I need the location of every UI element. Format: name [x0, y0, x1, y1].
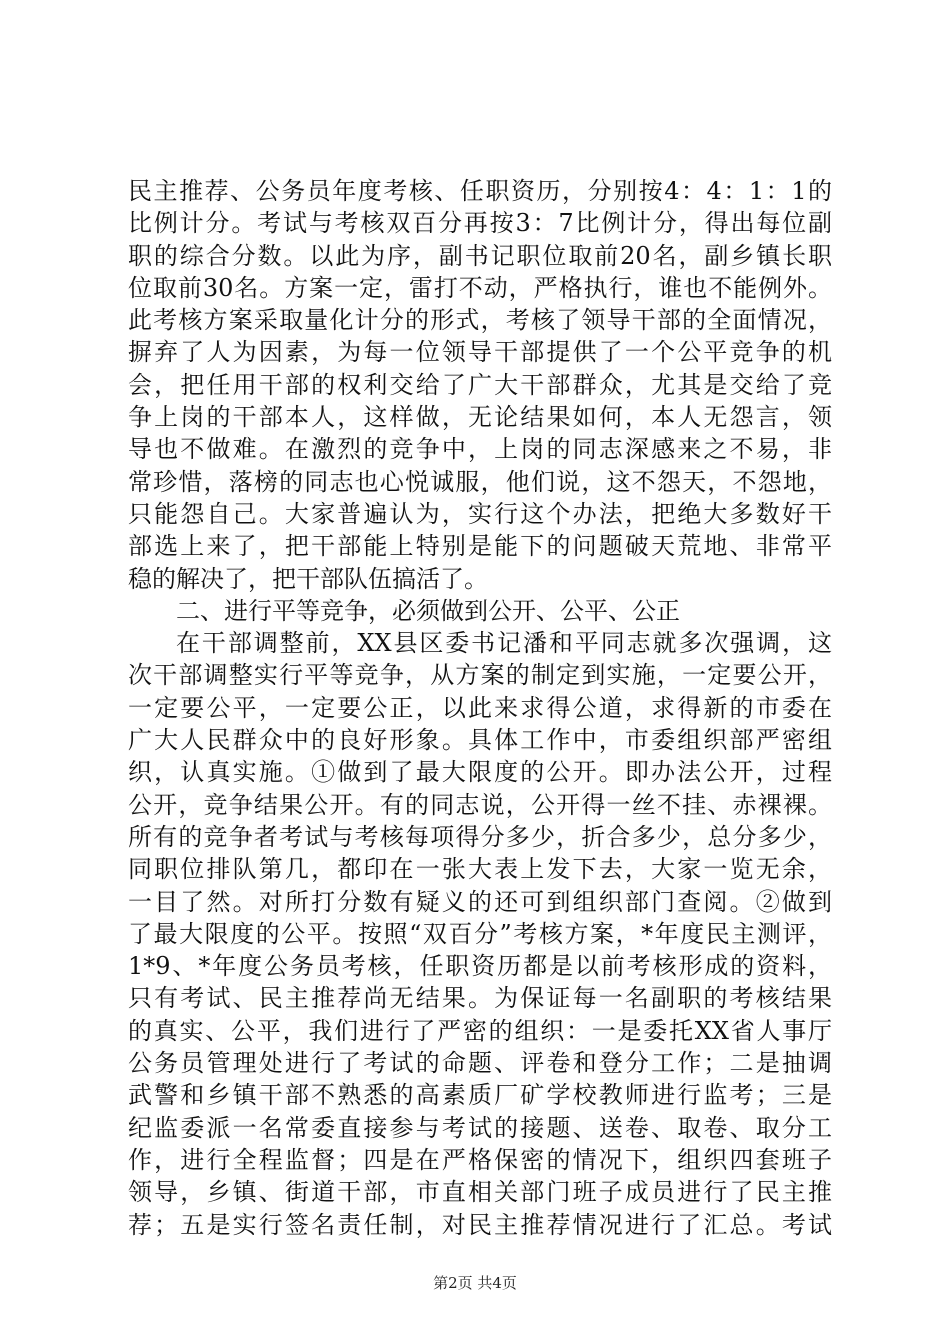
text-line: 所有的竞争者考试与考核每项得分多少，折合多少，总分多少，	[128, 822, 832, 851]
text-line: 职的综合分数。以此为序，副书记职位取前20名，副乡镇长职	[128, 241, 832, 270]
text-line: 只能怨自己。大家普遍认为，实行这个办法，把绝大多数好干	[128, 499, 832, 528]
text-line: 部选上来了，把干部能上特别是能下的问题破天荒地、非常平	[128, 532, 832, 561]
text-line: 会，把任用干部的权利交给了广大干部群众，尤其是交给了竞	[128, 370, 832, 399]
text-line: 只有考试、民主推荐尚无结果。为保证每一名副职的考核结果	[128, 984, 832, 1013]
text-line: 常珍惜，落榜的同志也心悦诚服，他们说，这不怨天，不怨地，	[128, 467, 832, 496]
text-line: 领导，乡镇、街道干部，市直相关部门班子成员进行了民主推	[128, 1178, 832, 1207]
text-line: 荐；五是实行签名责任制，对民主推荐情况进行了汇总。考试	[128, 1210, 832, 1239]
text-line: 位取前30名。方案一定，雷打不动，严格执行，谁也不能例外。	[128, 273, 832, 302]
text-line: 作，进行全程监督；四是在严格保密的情况下，组织四套班子	[128, 1145, 832, 1174]
text-line: 摒弃了人为因素，为每一位领导干部提供了一个公平竞争的机	[128, 338, 832, 367]
text-line: 一定要公平，一定要公正，以此来求得公道，求得新的市委在	[128, 693, 832, 722]
text-line: 导也不做难。在激烈的竞争中，上岗的同志深感来之不易，非	[128, 435, 832, 464]
text-line: 在干部调整前，XX县区委书记潘和平同志就多次强调，这	[176, 629, 832, 658]
text-line: 一目了然。对所打分数有疑义的还可到组织部门查阅。②做到	[128, 887, 832, 916]
text-line: 争上岗的干部本人，这样做，无论结果如何，本人无怨言，领	[128, 403, 832, 432]
document-body	[128, 175, 832, 1241]
section-heading: 二、进行平等竞争，必须做到公开、公平、公正	[176, 596, 680, 625]
text-line: 了最大限度的公平。按照“双百分”考核方案，*年度民主测评，	[128, 919, 832, 948]
text-line: 比例计分。考试与考核双百分再按3：7比例计分，得出每位副	[128, 209, 832, 238]
text-line: 公开，竞争结果公开。有的同志说，公开得一丝不挂、赤裸裸。	[128, 790, 832, 819]
text-line: 公务员管理处进行了考试的命题、评卷和登分工作；二是抽调	[128, 1049, 832, 1078]
text-line: 此考核方案采取量化计分的形式，考核了领导干部的全面情况，	[128, 306, 832, 335]
text-line: 稳的解决了，把干部队伍搞活了。	[128, 564, 488, 593]
text-line: 武警和乡镇干部不熟悉的高素质厂矿学校教师进行监考；三是	[128, 1081, 832, 1110]
text-line: 织，认真实施。①做到了最大限度的公开。即办法公开，过程	[128, 758, 832, 787]
text-line: 纪监委派一名常委直接参与考试的接题、送卷、取卷、取分工	[128, 1113, 832, 1142]
text-line: 的真实、公平，我们进行了严密的组织：一是委托XX省人事厅	[128, 1016, 832, 1045]
page-footer: 第2页 共4页	[433, 1274, 517, 1292]
text-line: 广大人民群众中的良好形象。具体工作中，市委组织部严密组	[128, 726, 832, 755]
text-line: 民主推荐、公务员年度考核、任职资历，分别按4：4：1：1的	[128, 177, 832, 205]
text-line: 1*9、*年度公务员考核，任职资历都是以前考核形成的资料，	[128, 952, 832, 981]
text-line: 次干部调整实行平等竞争，从方案的制定到实施，一定要公开，	[128, 661, 832, 690]
text-line: 同职位排队第几，都印在一张大表上发下去，大家一览无余，	[128, 855, 832, 884]
